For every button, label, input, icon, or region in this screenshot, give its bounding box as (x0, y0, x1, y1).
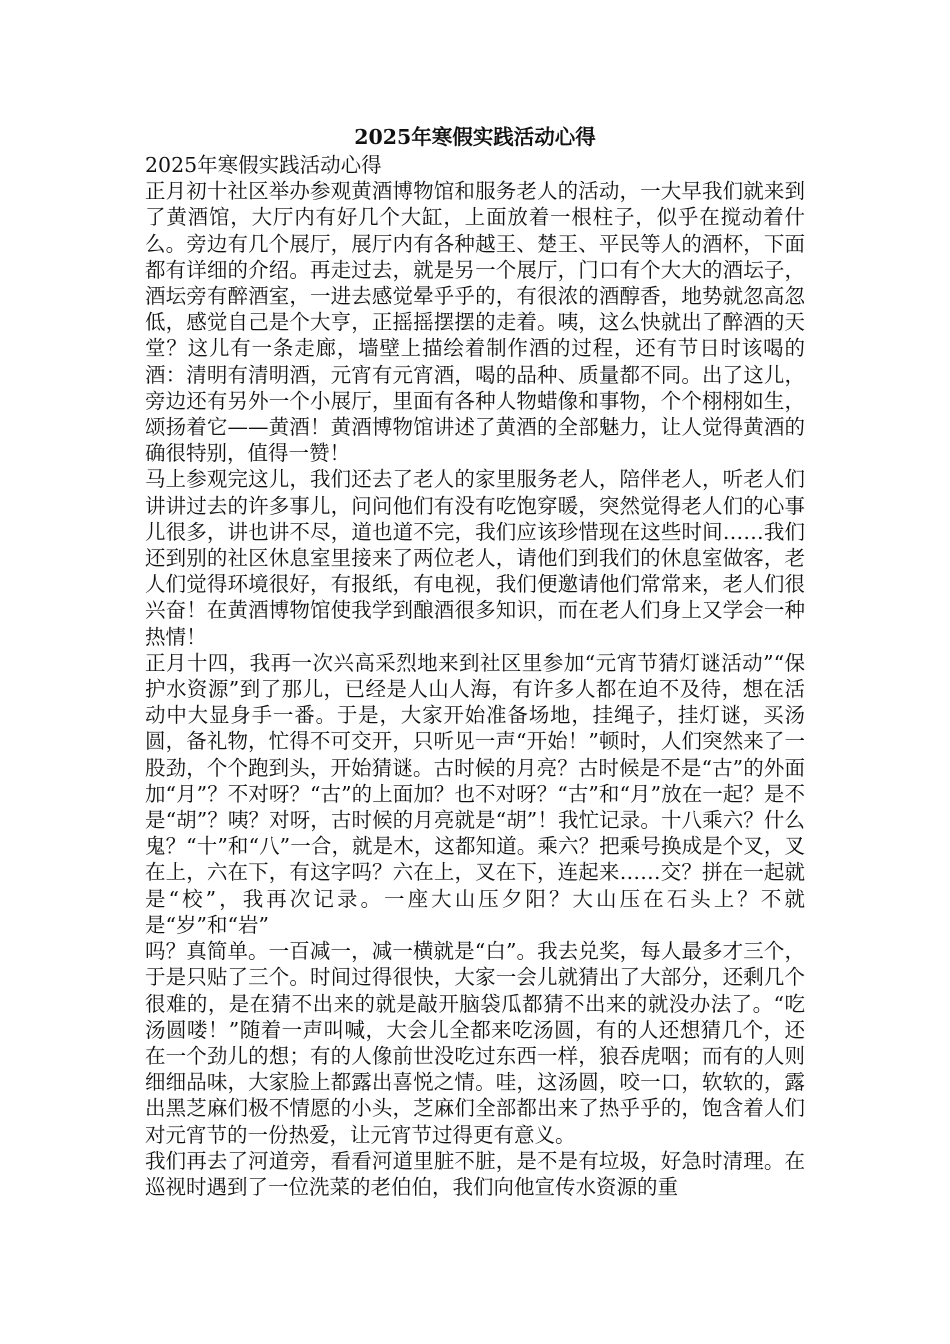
document-body (145, 122, 805, 1200)
paragraph-4: 吗？真简单。一百减一，减一横就是“白”。我去兑奖，每人最多才三个，于是只贴了三个。时间过得很快，大家一会儿就猜出了大部分，还剩几个很难的，是在猜不出来的就是敲开脑袋瓜都猜不出来的就没办法了。“吃汤圆喽！”随着一声叫喊，大会儿全都来吃汤圆，有的人还想猜几个，还在一个劲儿的想；有的人像前世没吃过东西一样，狼吞虎咽；而有的人则细细品味，大家脸上都露出喜悦之情。哇，这汤圆，咬一口，软软的，露出黑芝麻们极不情愿的小头，芝麻们全部都出来了热乎乎的，饱含着人们对元宵节的一份热爱，让元宵节过得更有意义。 (145, 939, 805, 1147)
paragraph-5: 我们再去了河道旁，看看河道里脏不脏，是不是有垃圾，好急时清理。在巡视时遇到了一位洗菜的老伯伯，我们向他宣传水资源的重 (145, 1148, 805, 1199)
document-subtitle: 2025年寒假实践活动心得 (145, 153, 382, 177)
paragraph-3: 正月十四，我再一次兴高采烈地来到社区里参加“元宵节猜灯谜活动”“保护水资源”到了那儿，已经是人山人海，有许多人都在迫不及待，想在活动中大显身手一番。于是，大家开始准备场地，挂绳子，挂灯谜，买汤圆，备礼物，忙得不可交开，只听见一声“开始！”顿时，人们突然来了一股劲，个个跑到头，开始猜谜。古时候的月亮？古时候是不是“古”的外面加“月”？不对呀？“古”的上面加？也不对呀？“古”和“月”放在一起？是不是“胡”？咦？对呀，古时候的月亮就是“胡”！我忙记录。十八乘六？什么鬼？“十”和“八”一合，就是木，这都知道。乘六？把乘号换成是个叉，叉在上，六在下，有这字吗？六在上，叉在下，连起来……交？拼在一起就是“校”，我再次记录。一座大山压夕阳？大山压在石头上？不就是“岁”和“岩” (145, 650, 805, 937)
paragraph-2: 马上参观完这儿，我们还去了老人的家里服务老人，陪伴老人，听老人们讲讲过去的许多事儿，问问他们有没有吃饱穿暖，突然觉得老人们的心事儿很多，讲也讲不尽，道也道不完，我们应该珍惜现在这些时间……我们还到别的社区休息室里接来了两位老人，请他们到我们的休息室做客，老人们觉得环境很好，有报纸，有电视，我们便邀请他们常常来，老人们很兴奋！在黄酒博物馆使我学到酿酒很多知识，而在老人们身上又学会一种热情！ (145, 467, 805, 649)
paragraph-1: 正月初十社区举办参观黄酒博物馆和服务老人的活动，一大早我们就来到了黄酒馆，大厅内有好几个大缸，上面放着一根柱子，似乎在搅动着什么。旁边有几个展厅，展厅内有各种越王、楚王、平民等人的酒杯，下面都有详细的介绍。再走过去，就是另一个展厅，门口有个大大的酒坛子，酒坛旁有醉酒室，一进去感觉晕乎乎的，有很浓的酒醇香，地势就忽高忽低，感觉自己是个大亨，正摇摇摆摆的走着。咦，这么快就出了醉酒的天堂？这儿有一条走廊，墙壁上描绘着制作酒的过程，还有节日时该喝的酒：清明有清明酒，元宵有元宵酒，喝的品种、质量都不同。出了这儿，旁边还有另外一个小展厅，里面有各种人物蜡像和事物，个个栩栩如生，颂扬着它——黄酒！黄酒博物馆讲述了黄酒的全部魅力，让人觉得黄酒的确很特别，值得一赞！ (145, 179, 805, 466)
document-title: 2025年寒假实践活动心得 (354, 125, 596, 149)
